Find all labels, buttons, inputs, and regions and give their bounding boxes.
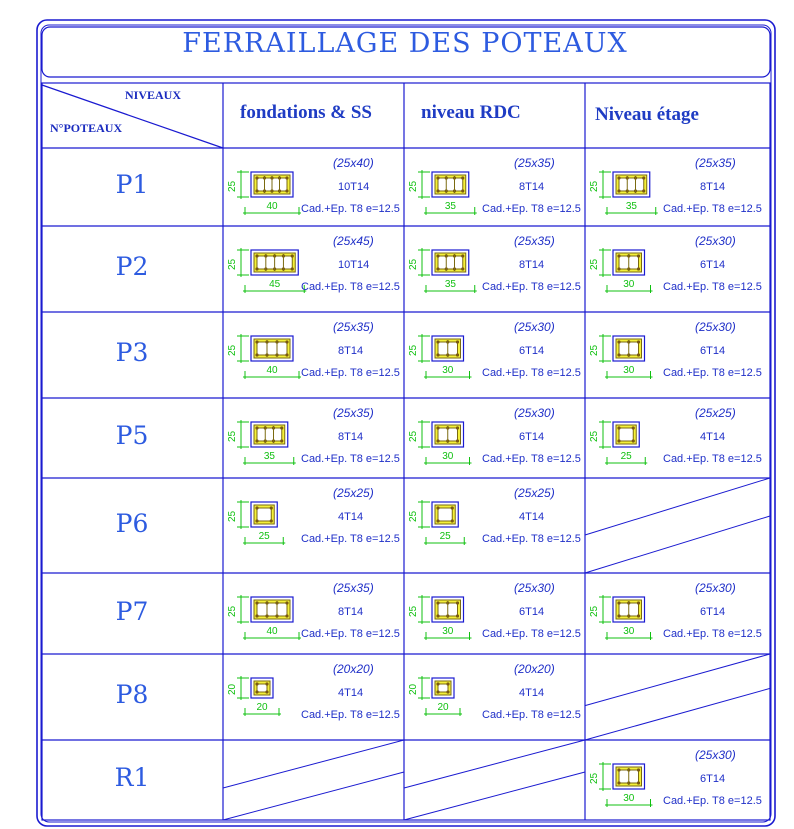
stirrup-spec: Cad.+Ep. T8 e=12.5 bbox=[482, 367, 581, 379]
dimension-height-label: 25 bbox=[227, 430, 238, 442]
section-size: (25x35) bbox=[514, 234, 555, 248]
column-section-drawing bbox=[251, 422, 288, 447]
section-size: (25x35) bbox=[333, 406, 374, 420]
dimension-height-label: 25 bbox=[408, 605, 419, 617]
column-section-drawing bbox=[432, 502, 458, 527]
column-section-drawing bbox=[432, 336, 464, 361]
section-size: (25x30) bbox=[695, 748, 736, 762]
stirrup-spec: Cad.+Ep. T8 e=12.5 bbox=[663, 628, 762, 640]
section-size: (25x30) bbox=[695, 234, 736, 248]
stirrup-spec: Cad.+Ep. T8 e=12.5 bbox=[301, 281, 400, 293]
stirrup-spec: Cad.+Ep. T8 e=12.5 bbox=[663, 203, 762, 215]
section-size: (20x20) bbox=[514, 662, 555, 676]
stirrup-spec: Cad.+Ep. T8 e=12.5 bbox=[482, 203, 581, 215]
dimension-width-label: 35 bbox=[444, 201, 456, 212]
dimension-width-label: 35 bbox=[263, 451, 275, 462]
column-section-drawing bbox=[613, 764, 645, 789]
row-label-p5: P5 bbox=[115, 421, 149, 450]
stirrup-spec: Cad.+Ep. T8 e=12.5 bbox=[663, 281, 762, 293]
stirrup-spec: Cad.+Ep. T8 e=12.5 bbox=[663, 453, 762, 465]
dimension-height-label: 25 bbox=[589, 430, 600, 442]
dimension-width-label: 35 bbox=[625, 201, 637, 212]
column-header-rdc: niveau RDC bbox=[421, 102, 521, 123]
dimension-width-label: 40 bbox=[266, 365, 278, 376]
empty-cell-hatch bbox=[223, 740, 404, 820]
dimension-width-label: 30 bbox=[623, 793, 635, 804]
column-section-drawing bbox=[613, 336, 645, 361]
column-section-drawing bbox=[432, 422, 464, 447]
dimension-width-label: 30 bbox=[442, 626, 454, 637]
rebar-count: 8T14 bbox=[700, 181, 726, 193]
dimension-width-label: 30 bbox=[623, 279, 635, 290]
dimension-height-label: 25 bbox=[227, 605, 238, 617]
section-size: (25x35) bbox=[514, 156, 555, 170]
section-size: (25x45) bbox=[333, 234, 374, 248]
dimension-width-label: 30 bbox=[442, 451, 454, 462]
dimension-width-label: 20 bbox=[256, 702, 268, 713]
header-niveaux-label: NIVEAUX bbox=[125, 88, 182, 102]
row-label-p1: P1 bbox=[115, 170, 149, 199]
header-poteaux-label: N°POTEAUX bbox=[50, 121, 123, 135]
dimension-height-label: 25 bbox=[227, 258, 238, 270]
dimension-height-label: 25 bbox=[408, 258, 419, 270]
section-size: (20x20) bbox=[333, 662, 374, 676]
column-section-drawing bbox=[613, 422, 639, 447]
dimension-width-label: 20 bbox=[437, 702, 449, 713]
column-section-drawing bbox=[251, 172, 293, 197]
stirrup-spec: Cad.+Ep. T8 e=12.5 bbox=[482, 281, 581, 293]
stirrup-spec: Cad.+Ep. T8 e=12.5 bbox=[482, 533, 581, 545]
stirrup-spec: Cad.+Ep. T8 e=12.5 bbox=[301, 203, 400, 215]
column-section-drawing bbox=[251, 678, 273, 698]
dimension-width-label: 40 bbox=[266, 626, 278, 637]
dimension-height-label: 20 bbox=[408, 683, 419, 695]
rebar-count: 8T14 bbox=[519, 181, 545, 193]
column-section-drawing bbox=[432, 172, 469, 197]
dimension-height-label: 25 bbox=[408, 430, 419, 442]
column-section-drawing bbox=[251, 597, 293, 622]
dimension-width-label: 30 bbox=[623, 365, 635, 376]
rebar-count: 4T14 bbox=[338, 511, 364, 523]
dimension-height-label: 25 bbox=[227, 180, 238, 192]
column-section-drawing bbox=[432, 250, 469, 275]
rebar-count: 8T14 bbox=[338, 431, 364, 443]
dimension-width-label: 30 bbox=[442, 365, 454, 376]
dimension-width-label: 45 bbox=[269, 279, 281, 290]
dimension-height-label: 25 bbox=[589, 344, 600, 356]
dimension-width-label: 30 bbox=[623, 626, 635, 637]
column-section-drawing bbox=[613, 172, 650, 197]
rebar-count: 8T14 bbox=[338, 606, 364, 618]
dimension-height-label: 25 bbox=[589, 772, 600, 784]
rebar-count: 4T14 bbox=[700, 431, 726, 443]
section-size: (25x30) bbox=[695, 320, 736, 334]
stirrup-spec: Cad.+Ep. T8 e=12.5 bbox=[301, 533, 400, 545]
rebar-count: 4T14 bbox=[519, 687, 545, 699]
dimension-height-label: 25 bbox=[227, 510, 238, 522]
dimension-width-label: 25 bbox=[439, 531, 451, 542]
dimension-height-label: 25 bbox=[589, 180, 600, 192]
stirrup-spec: Cad.+Ep. T8 e=12.5 bbox=[482, 628, 581, 640]
dimension-height-label: 20 bbox=[227, 683, 238, 695]
rebar-count: 4T14 bbox=[519, 511, 545, 523]
dimension-width-label: 35 bbox=[444, 279, 456, 290]
empty-cell-hatch bbox=[585, 478, 770, 573]
page-title: FERRAILLAGE DES POTEAUX bbox=[182, 28, 628, 59]
dimension-width-label: 40 bbox=[266, 201, 278, 212]
column-section-drawing bbox=[251, 336, 293, 361]
dimension-height-label: 25 bbox=[227, 344, 238, 356]
section-size: (25x30) bbox=[695, 581, 736, 595]
rebar-count: 8T14 bbox=[519, 259, 545, 271]
empty-cell-hatch bbox=[404, 740, 585, 820]
section-size: (25x25) bbox=[333, 486, 374, 500]
section-size: (25x30) bbox=[514, 406, 555, 420]
row-label-p2: P2 bbox=[115, 252, 149, 281]
stirrup-spec: Cad.+Ep. T8 e=12.5 bbox=[301, 628, 400, 640]
column-section-drawing bbox=[613, 597, 645, 622]
rebar-count: 6T14 bbox=[700, 345, 726, 357]
stirrup-spec: Cad.+Ep. T8 e=12.5 bbox=[663, 795, 762, 807]
dimension-height-label: 25 bbox=[408, 510, 419, 522]
dimension-height-label: 25 bbox=[408, 180, 419, 192]
dimension-height-label: 25 bbox=[408, 344, 419, 356]
section-size: (25x35) bbox=[333, 320, 374, 334]
section-size: (25x40) bbox=[333, 156, 374, 170]
rebar-count: 10T14 bbox=[338, 181, 370, 193]
row-label-p3: P3 bbox=[115, 338, 149, 367]
row-label-p8: P8 bbox=[115, 680, 149, 709]
empty-cell-hatch bbox=[585, 654, 770, 740]
section-size: (25x30) bbox=[514, 320, 555, 334]
section-size: (25x25) bbox=[695, 406, 736, 420]
rebar-count: 6T14 bbox=[519, 345, 545, 357]
dimension-height-label: 25 bbox=[589, 605, 600, 617]
column-section-drawing bbox=[251, 250, 298, 275]
rebar-count: 6T14 bbox=[519, 431, 545, 443]
dimension-width-label: 25 bbox=[620, 451, 632, 462]
row-label-r1: R1 bbox=[114, 763, 150, 792]
dimension-height-label: 25 bbox=[589, 258, 600, 270]
section-size: (25x35) bbox=[695, 156, 736, 170]
column-header-etage: Niveau étage bbox=[595, 104, 699, 125]
rebar-count: 4T14 bbox=[338, 687, 364, 699]
row-label-p6: P6 bbox=[115, 508, 149, 538]
rebar-count: 6T14 bbox=[700, 606, 726, 618]
section-size: (25x35) bbox=[333, 581, 374, 595]
stirrup-spec: Cad.+Ep. T8 e=12.5 bbox=[482, 453, 581, 465]
column-section-drawing bbox=[432, 678, 454, 698]
dimension-width-label: 25 bbox=[258, 531, 270, 542]
rebar-count: 6T14 bbox=[519, 606, 545, 618]
stirrup-spec: Cad.+Ep. T8 e=12.5 bbox=[301, 367, 400, 379]
stirrup-spec: Cad.+Ep. T8 e=12.5 bbox=[663, 367, 762, 379]
column-header-fondations: fondations & SS bbox=[240, 102, 372, 123]
section-size: (25x25) bbox=[514, 486, 555, 500]
stirrup-spec: Cad.+Ep. T8 e=12.5 bbox=[301, 453, 400, 465]
row-label-p7: P7 bbox=[115, 596, 149, 626]
stirrup-spec: Cad.+Ep. T8 e=12.5 bbox=[482, 709, 581, 721]
column-section-drawing bbox=[613, 250, 645, 275]
column-section-drawing bbox=[432, 597, 464, 622]
section-size: (25x30) bbox=[514, 581, 555, 595]
rebar-count: 10T14 bbox=[338, 259, 370, 271]
column-section-drawing bbox=[251, 502, 277, 527]
rebar-count: 8T14 bbox=[338, 345, 364, 357]
rebar-count: 6T14 bbox=[700, 259, 726, 271]
stirrup-spec: Cad.+Ep. T8 e=12.5 bbox=[301, 709, 400, 721]
rebar-count: 6T14 bbox=[700, 773, 726, 785]
